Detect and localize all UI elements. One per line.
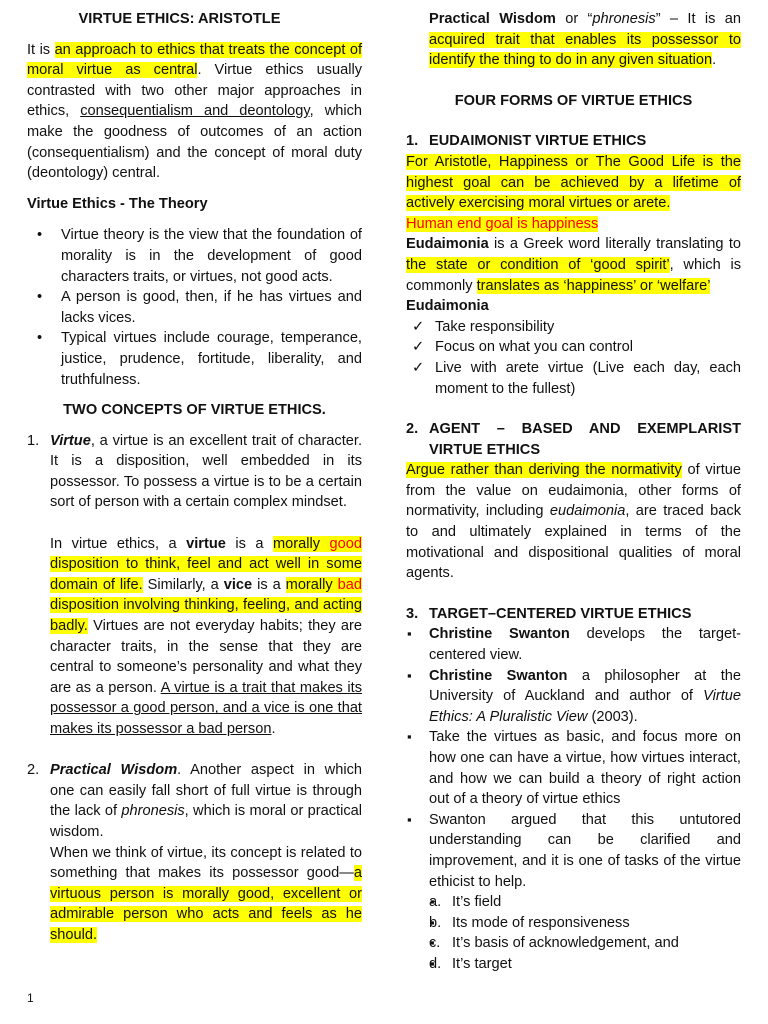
concept-virtue [27,431,362,740]
concept-practical-wisdom-detail: When we think of virtue, its concept is related to something that makes its possessor good—a virtuous person is morally good, excellent or admirable person who acts and feels as he should. [50,844,362,943]
form2-paragraph: Argue rather than deriving the normativity of virtue from the value on eudaimonia, other forms of normativity, including eudaimonia, are traced back to and ultimately explained in terms of the motivational and dispositional qualities of moral agents. [406,462,741,582]
list-item: ▪ Christine Swanton a philosopher at the University of Auckland and author of Virtue Ethics: A Pluralistic View (2003). [406,666,741,728]
concept-virtue-detail: In virtue ethics, a virtue is a morally good disposition to think, feel and act well in some domain of life. Similarly, a vice is a morally bad disposition involving thinking, feeling, and acting badly. Virtues are not everyday habits; they are character traits, in the sense that they are central to someone’s personality and what they are as a person. A virtue is a trait that makes its possessor a good person, and a vice is one that makes its possessor a bad person. [50,535,363,737]
theory-heading: Virtue Ethics - The Theory [27,195,208,212]
practical-wisdom-paragraph: Practical Wisdom or “phronesis” – It is an acquired trait that enables its possessor to identify the thing to do in any given situation. [429,11,741,69]
form1-heading: 1. EUDAIMONIST VIRTUE ETHICS [406,131,741,152]
list-item: • Virtue theory is the view that the foundation of morality is in the development of good characters traits, or virtues, not good acts. [27,225,362,287]
right-column [406,9,741,975]
form2-heading: 2. AGENT – BASED AND EXEMPLARIST VIRTUE ETHICS [406,421,741,458]
page-title: VIRTUE ETHICS: ARISTOTLE [78,11,281,27]
form3-sub-list [406,892,741,974]
list-item: • Typical virtues include courage, temperance, justice, prudence, fortitude, liberality, and truthfulness. [27,328,362,390]
list-number: 3. [406,605,419,622]
intro-paragraph: It is an approach to ethics that treats the concept of moral virtue as central. Virtue ethics usually contrasted with two other major approaches in ethics, consequentialism and deontology, which make the goodness of outcomes of an action (consequentialism) and the concept of moral duty (deontology) central. [27,41,363,182]
concepts-list [27,431,362,946]
concept-virtue-definition: Virtue, a virtue is an excellent trait of character. It is a disposition, well embedded in its possessor. To possess a virtue is to be a certain sort of person with a certain complex mindset. [50,432,362,511]
eudaimonia-checklist [406,317,741,399]
page-number: 1 [27,991,34,1005]
theory-bullet-list [27,225,362,390]
eudaimonia-label: Eudaimonia [406,298,489,315]
concept-practical-wisdom [27,760,362,945]
form1-red-note: Human end goal is happiness [406,215,599,232]
list-item: ▪ Swanton argued that this untutored understanding can be clarified and improvement, and it is one of tasks of the virtue ethicist to help. ▪ a. It’s field ▪ b. Its mode of responsiveness ▪ c. It’s basis of acknowledgement, and ▪ d. It’s target [406,810,741,975]
list-item: ▪ b. Its mode of responsiveness [429,913,741,934]
form1-paragraph: For Aristotle, Happiness or The Good Life is the highest goal can be achieved by a lifetime of actively exercising moral virtues or arete. [406,153,741,212]
list-number: 2. [27,762,40,779]
eudaimonia-definition: Eudaimonia is a Greek word literally translating to the state or condition of ‘good spirit’, which is commonly translates as ‘happiness’ or ‘welfare’ [406,236,741,294]
list-number: 1. [406,133,419,150]
list-item: • A person is good, then, if he has virtues and lacks vices. [27,287,362,328]
list-item: ✓ Focus on what you can control [406,337,741,358]
form3-heading: 3. TARGET–CENTERED VIRTUE ETHICS [406,604,741,625]
list-item: ▪ a. It’s field [429,892,741,913]
two-concepts-heading: TWO CONCEPTS OF VIRTUE ETHICS. [63,402,326,419]
left-column [27,9,362,946]
list-item: ✓ Take responsibility [406,317,741,338]
list-item: ▪ Take the virtues as basic, and focus more on how one can have a virtue, how virtues interact, and how we can build a theory of right action out of a theory of virtue ethics [406,727,741,809]
list-item: ▪ d. It’s target [429,954,741,975]
list-item: ▪ c. It’s basis of acknowledgement, and [429,933,741,954]
list-number: 2. [406,421,419,438]
concept-practical-wisdom-text: Practical Wisdom. Another aspect in which one can easily fall short of full virtue is through the lack of phronesis, which is moral or practical wisdom. [50,762,362,840]
list-item: ▪ Christine Swanton develops the target-centered view. [406,624,741,665]
list-item: ✓ Live with arete virtue (Live each day, each moment to the fullest) [406,358,741,399]
form3-bullet-list [406,624,741,974]
list-number: 1. [27,432,40,449]
four-forms-heading: FOUR FORMS OF VIRTUE ETHICS [454,92,693,109]
